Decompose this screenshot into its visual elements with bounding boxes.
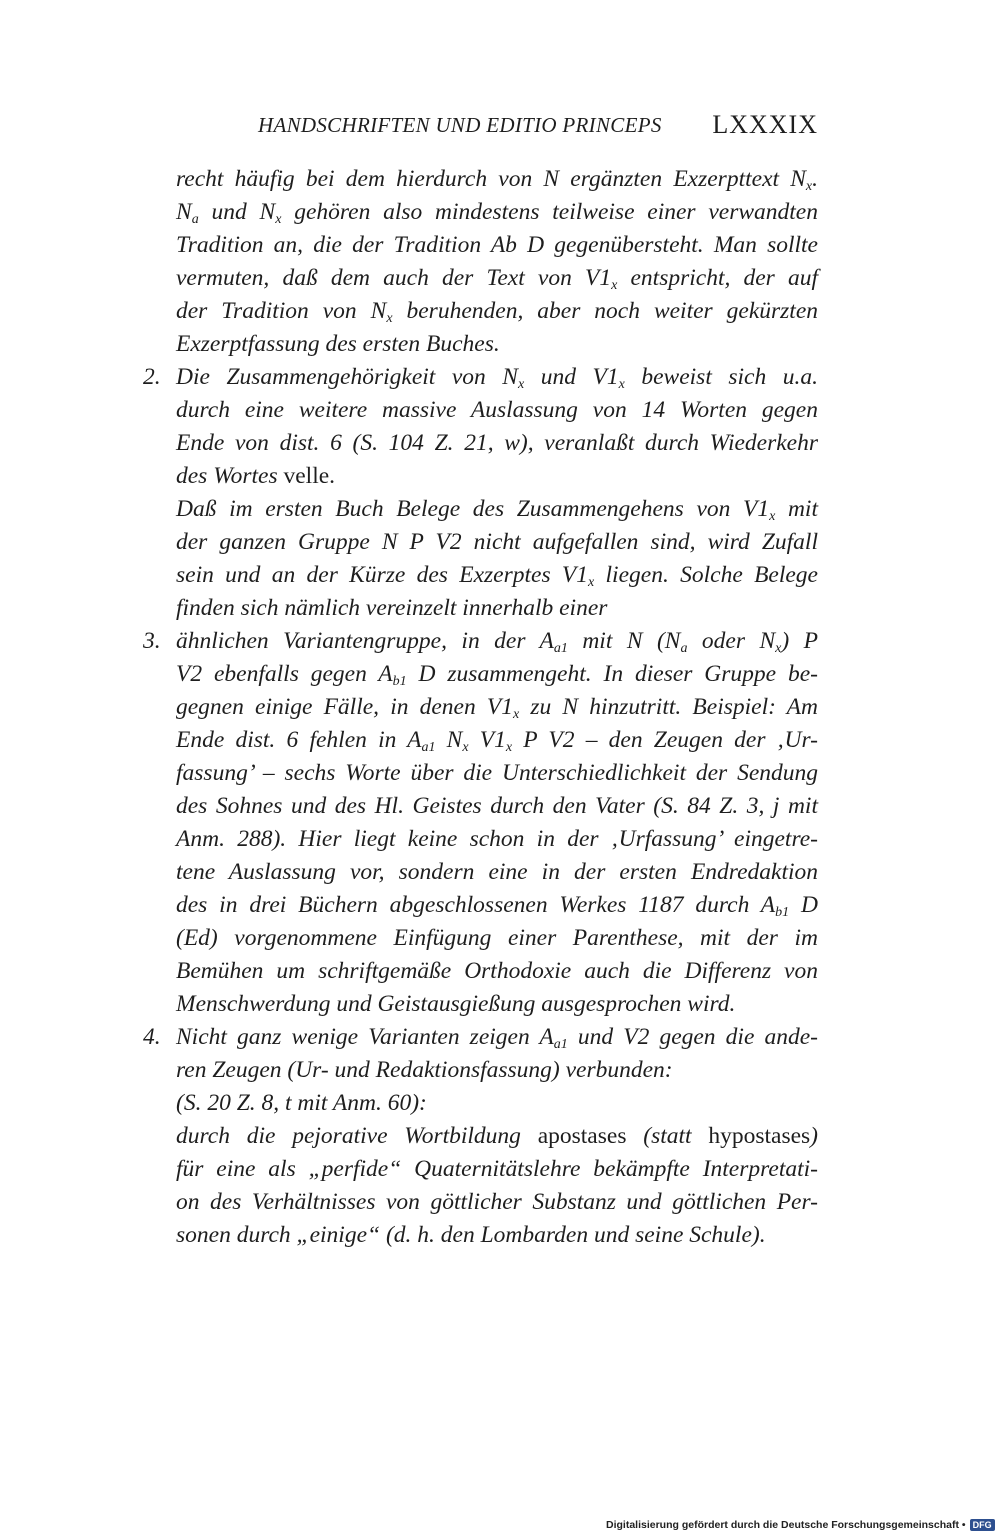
text-line: $N_a$ und $N_x$ gehören also mindestens teilweise einer verwandten xyxy=(176,199,818,227)
running-header xyxy=(258,111,818,141)
text-line: Exzerptfassung des ersten Buches. xyxy=(176,331,500,357)
text-line: V2 ebenfalls gegen $A_{b1}$ D zusammengeht. In dieser Gruppe be- xyxy=(176,661,818,689)
item-number: 2. xyxy=(143,364,161,390)
text-line: für eine als „perfide“ Quaternitätslehre bekämpfte Interpretati- xyxy=(176,1156,818,1182)
item-number: 4. xyxy=(143,1024,161,1050)
text-line: on des Verhältnisses von göttlicher Substanz und göttlichen Per- xyxy=(176,1189,818,1215)
text-line: durch eine weitere massive Auslassung von 14 Worten gegen xyxy=(176,397,818,423)
credit-text: Digitalisierung gefördert durch die Deutsche Forschungsgemeinschaft • xyxy=(606,1519,966,1531)
text-line: Ende von dist. 6 (S. 104 Z. 21, w), veranlaßt durch Wiederkehr xyxy=(176,430,818,456)
text-line: sonen durch „einige“ (d. h. den Lombarden und seine Schule). xyxy=(176,1222,766,1248)
page-number: LXXXIX xyxy=(712,110,818,139)
text-line: der ganzen Gruppe N P V2 nicht aufgefallen sind, wird Zufall xyxy=(176,529,818,555)
text-line: Nicht ganz wenige Varianten zeigen $A_{a1}$ und V2 gegen die ande- xyxy=(176,1024,818,1052)
text-line: des Sohnes und des Hl. Geistes durch den Vater (S. 84 Z. 3, j mit xyxy=(176,793,818,819)
text-line: Ende dist. 6 fehlen in $A_{a1}$ $N_x$ $V1_x$ P V2 – den Zeugen der ‚Ur- xyxy=(176,727,818,755)
text-line: Die Zusammengehörigkeit von $N_x$ und $V1_x$ beweist sich u.a. xyxy=(176,364,818,392)
text-line: des Wortes velle. xyxy=(176,463,336,489)
text-line: des in drei Büchern abgeschlossenen Werkes 1187 durch $A_{b1}$ D xyxy=(176,892,818,920)
text-line: ähnlichen Variantengruppe, in der $A_{a1}$ mit N ($N_a$ oder $N_x$) P xyxy=(176,628,818,656)
text-line: Menschwerdung und Geistausgießung ausgesprochen wird. xyxy=(176,991,736,1017)
text-line: finden sich nämlich vereinzelt innerhalb einer xyxy=(176,595,608,621)
text-line: Daß im ersten Buch Belege des Zusammengehens von $V1_x$ mit xyxy=(176,496,818,524)
text-line: gegnen einige Fälle, in denen $V1_x$ zu N hinzutritt. Beispiel: Am xyxy=(176,694,818,722)
text-line: recht häufig bei dem hierdurch von N ergänzten Exzerpttext $N_x$. xyxy=(176,166,818,194)
digitization-credit xyxy=(606,1519,996,1535)
text-line: tene Auslassung vor, sondern eine in der ersten Endredaktion xyxy=(176,859,818,885)
item-number: 3. xyxy=(143,628,161,654)
text-line: Bemühen um schriftgemäße Orthodoxie auch die Differenz von xyxy=(176,958,818,984)
text-line: Tradition an, die der Tradition Ab D gegenübersteht. Man sollte xyxy=(176,232,818,258)
text-line: vermuten, daß dem auch der Text von $V1_x$ entspricht, der auf xyxy=(176,265,818,293)
running-title: HANDSCHRIFTEN UND EDITIO PRINCEPS xyxy=(258,113,662,137)
text-line: ren Zeugen (Ur- und Redaktionsfassung) verbunden: xyxy=(176,1057,673,1083)
text-line: (Ed) vorgenommene Einfügung einer Parenthese, mit der im xyxy=(176,925,818,951)
dfg-logo: DFG xyxy=(970,1519,995,1531)
text-line: durch die pejorative Wortbildung apostases (statt hypostases) xyxy=(176,1123,818,1149)
text-line: der Tradition von $N_x$ beruhenden, aber noch weiter gekürzten xyxy=(176,298,819,326)
text-line: fassung’ – sechs Worte über die Unterschiedlichkeit der Sendung xyxy=(176,760,818,786)
text-line: (S. 20 Z. 8, t mit Anm. 60): xyxy=(176,1090,427,1116)
text-line: sein und an der Kürze des Exzerptes $V1_x$ liegen. Solche Belege xyxy=(176,562,818,590)
text-line: Anm. 288). Hier liegt keine schon in der ‚Urfassung’ eingetre- xyxy=(176,826,818,852)
